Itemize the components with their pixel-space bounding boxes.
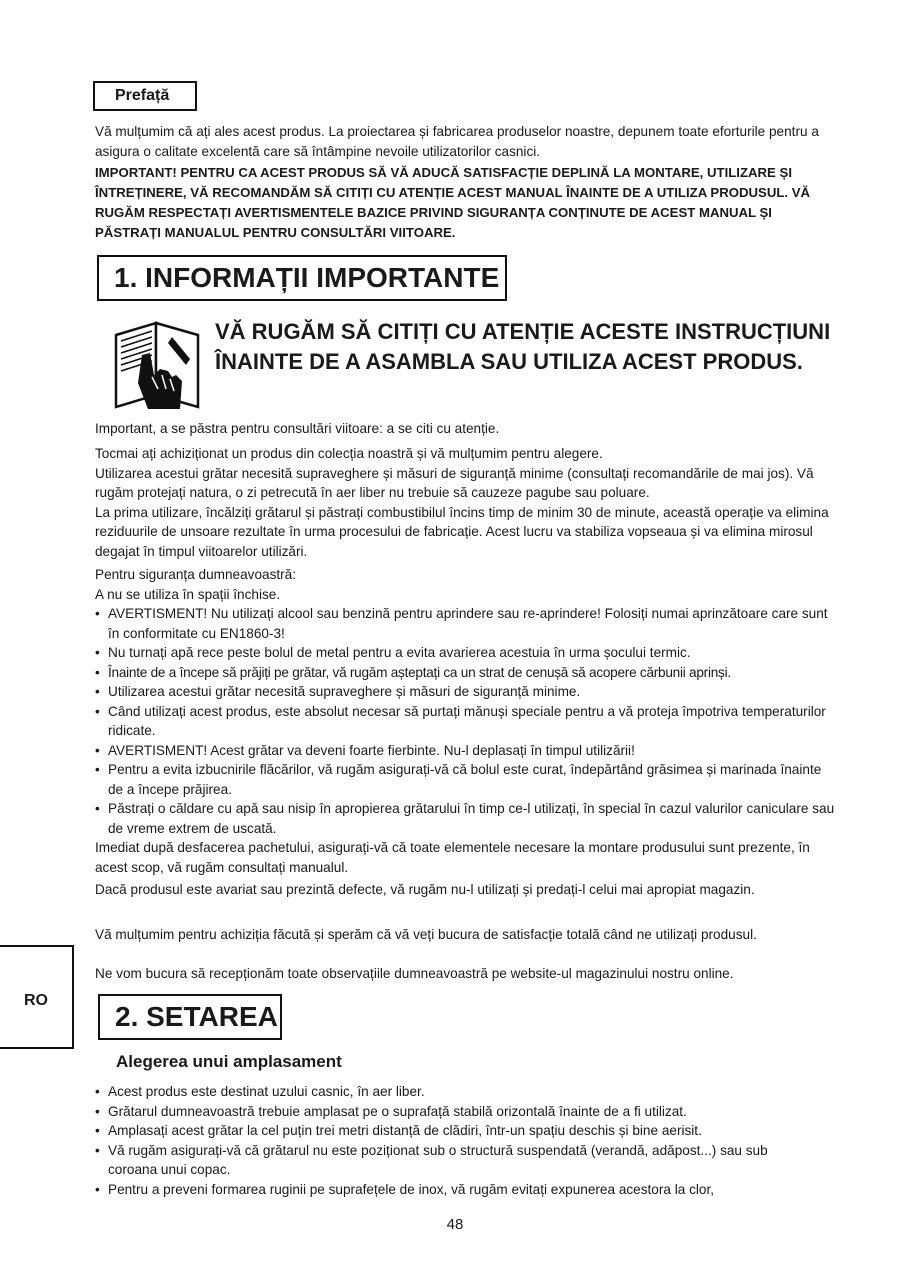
list-item: • Grătarul dumneavoastră trebuie amplasat pe o suprafață stabilă orizontală înainte de a fi utilizat. xyxy=(95,1102,815,1122)
safety-list xyxy=(95,604,840,838)
intro-line: Tocmai ați achiziționat un produs din colecția noastră și vă mulțumim pentru alegere. xyxy=(95,446,603,461)
list-item: • Pentru a evita izbucnirile flăcărilor, vă rugăm asigurați-vă că bolul este curat, îndepărtând grăsimea și marinada înainte de a începe prăjirea. xyxy=(95,760,840,799)
placement-list xyxy=(95,1082,815,1199)
damaged-note: Dacă produsul este avariat sau prezintă defecte, vă rugăm nu-l utilizați și predați-l celui mai apropiat magazin. xyxy=(95,882,755,897)
safety-line: A nu se utiliza în spații închise. xyxy=(95,586,281,602)
section2-subtitle: Alegerea unui amplasament xyxy=(116,1052,342,1071)
list-item: • AVERTISMENT! Acest grătar va deveni foarte fierbinte. Nu-l deplasați în timpul utilizării! xyxy=(95,741,840,761)
list-item: • Amplasați acest grătar la cel puțin trei metri distanță de clădiri, într-un spațiu deschis și bine aerisit. xyxy=(95,1121,815,1141)
warning-heading: VĂ RUGĂM SĂ CITIȚI CU ATENȚIE ACESTE INSTRUCȚIUNI ÎNAINTE DE A ASAMBLA SAU UTILIZA ACEST PRODUS. xyxy=(215,319,831,374)
after-unpack: Imediat după desfacerea pachetului, asigurați-vă că toate elementele necesare la montare produsului sunt prezente, în acest scop, vă rugăm consultați manualul. xyxy=(95,840,810,875)
list-item: • Pentru a preveni formarea ruginii pe suprafețele de inox, vă rugăm evitați expunerea acestora la clor, xyxy=(95,1180,815,1200)
read-manual-icon xyxy=(112,313,207,413)
language-tab: RO xyxy=(0,945,74,1049)
list-item: • Înainte de a începe să prăjiți pe grătar, vă rugăm așteptați ca un strat de cenușă să acopere cărbunii aprinși. xyxy=(95,663,840,683)
keep-note: Important, a se păstra pentru consultări viitoare: a se citi cu atenție. xyxy=(95,421,500,436)
safety-intro: Pentru siguranța dumneavoastră: xyxy=(95,567,297,582)
preface-title: Prefață xyxy=(93,81,197,111)
thanks-note: Vă mulțumim pentru achiziția făcută și sperăm că vă veți bucura de satisfacție totală când ne utilizați produsul. xyxy=(95,927,757,942)
list-item: • Vă rugăm asigurați-vă că grătarul nu este poziționat sub o structură suspendată (verandă, adăpost...) sau sub coroana unui copac. xyxy=(95,1141,815,1180)
list-item: • Utilizarea acestui grătar necesită supraveghere și măsuri de siguranță minime. xyxy=(95,682,840,702)
placement-block xyxy=(95,1082,815,1199)
list-item: • Acest produs este destinat uzului casnic, în aer liber. xyxy=(95,1082,815,1102)
intro-line: La prima utilizare, încălziți grătarul și păstrați combustibilul încins timp de minim 30 de minute, această operație va elimina reziduurile de unsoare rezultate în urma procesului de fabricație. Acest lucru va stabiliza vopseaua și va elimina mirosul degajat în timpul viitoarelor utilizări. xyxy=(95,504,829,559)
list-item: • Nu turnați apă rece peste bolul de metal pentru a evita avarierea acestuia în urma șocului termic. xyxy=(95,643,840,663)
feedback-note: Ne vom bucura să recepționăm toate observațiile dumneavoastră pe website-ul magazinului nostru online. xyxy=(95,966,734,981)
section2-title: 2. SETAREA xyxy=(98,994,282,1040)
list-item: • Când utilizați acest produs, este absolut necesar să purtați mănuși speciale pentru a vă proteja împotriva temperaturilor ridicate. xyxy=(95,702,840,741)
page-number: 48 xyxy=(446,1216,464,1233)
preface-important: IMPORTANT! PENTRU CA ACEST PRODUS SĂ VĂ ADUCĂ SATISFACȚIE DEPLINĂ LA MONTARE, UTILIZARE ȘI ÎNTREȚINERE, VĂ RECOMANDĂM SĂ CITIȚI CU ATENȚIE ACEST MANUAL ÎNAINTE DE A UTILIZA PRODUSUL. VĂ RUGĂM RESPECTAȚI AVERTISMENTELE BAZICE PRIVIND SIGURANȚA CONȚINUTE DE ACEST MANUAL ȘI PĂSTRAȚI MANUALUL PENTRU CONSULTĂRI VIITOARE. xyxy=(95,165,811,240)
section1-title: 1. INFORMAȚII IMPORTANTE xyxy=(97,255,507,301)
list-item: • AVERTISMENT! Nu utilizați alcool sau benzină pentru aprindere sau re-aprindere! Folosiți numai aprinzătoare care sunt în conformitate cu EN1860-3! xyxy=(95,604,840,643)
intro-block xyxy=(95,444,830,561)
preface-intro: Vă mulțumim că ați ales acest produs. La proiectarea și fabricarea produselor noastre, depunem toate eforturile pentru a asigura o calitate excelentă care să întâmpine nevoile utilizatorilor casnici. xyxy=(95,124,819,159)
intro-line: Utilizarea acestui grătar necesită supraveghere și măsuri de siguranță minime (consultați recomandările de mai jos). Vă rugăm protejați natura, o zi petrecută în aer liber nu trebuie să cauzeze pagube sau poluare. xyxy=(95,465,814,500)
safety-block xyxy=(95,565,840,877)
list-item: • Păstrați o căldare cu apă sau nisip în apropierea grătarului în timp ce-l utilizați, în special în cazul valurilor caniculare sau de vreme extrem de uscată. xyxy=(95,799,840,838)
